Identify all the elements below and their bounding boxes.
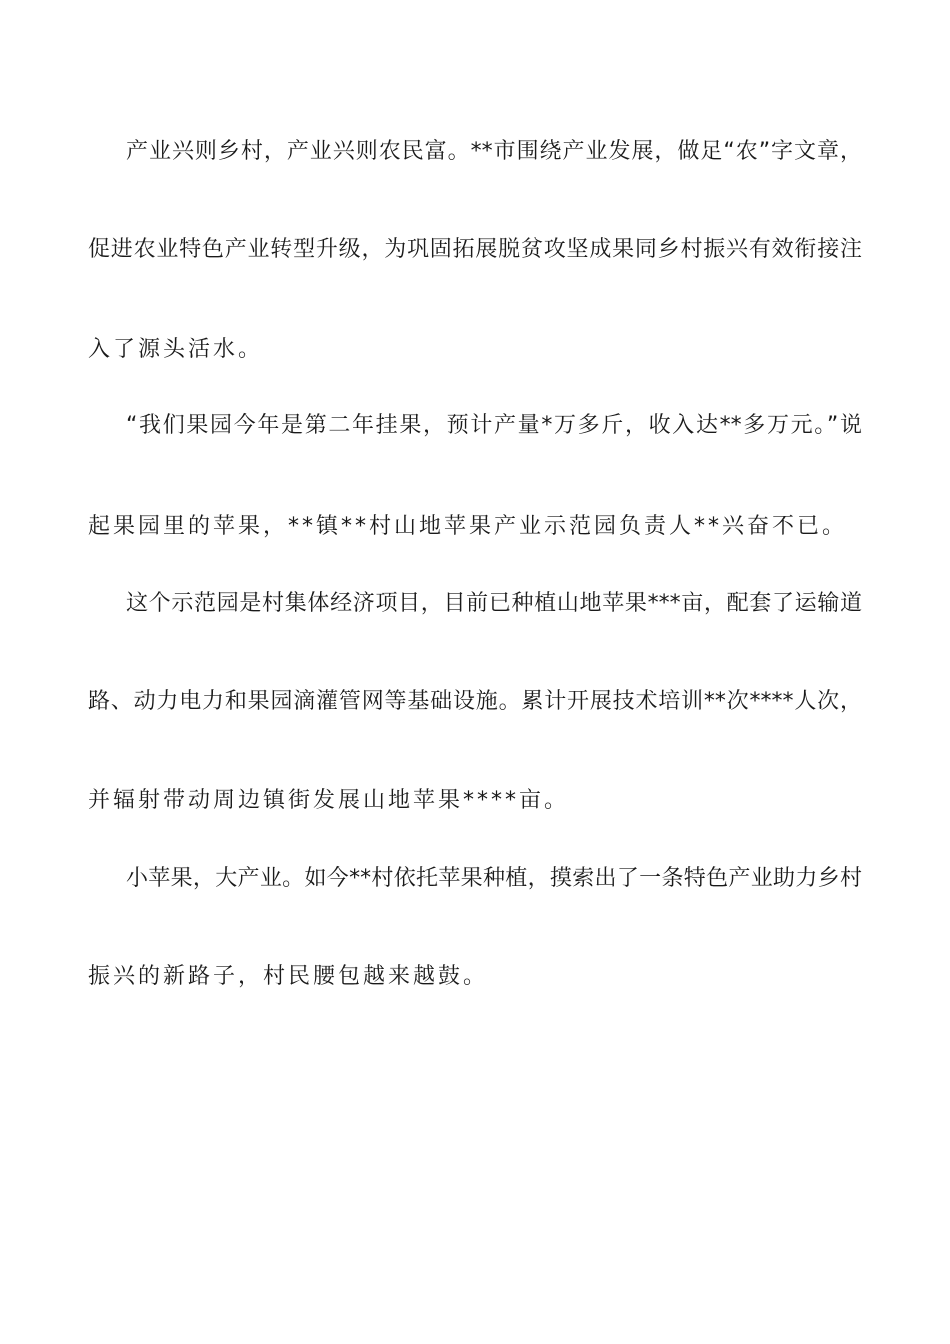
paragraph-3-line-1: 这个示范园是村集体经济项目，目前已种植山地苹果***亩，配套了运输道 (126, 591, 862, 616)
paragraph-4-line-1: 小苹果，大产业。如今**村依托苹果种植，摸索出了一条特色产业助力乡村 (126, 866, 862, 891)
paragraph-1-line-1: 产业兴则乡村，产业兴则农民富。**市围绕产业发展，做足“农”字文章， (126, 139, 862, 164)
paragraph-2-line-2: 起果园里的苹果，**镇**村山地苹果产业示范园负责人**兴奋不已。 (88, 514, 848, 539)
paragraph-3-line-3: 并辐射带动周边镇街发展山地苹果****亩。 (88, 788, 570, 813)
paragraph-2-line-1: “我们果园今年是第二年挂果，预计产量*万多斤，收入达**多万元。”说 (126, 413, 862, 438)
paragraph-3-line-2: 路、动力电力和果园滴灌管网等基础设施。累计开展技术培训**次****人次， (88, 689, 862, 714)
paragraph-1-line-3: 入了源头活水。 (88, 337, 264, 362)
paragraph-4-line-2: 振兴的新路子，村民腰包越来越鼓。 (88, 964, 489, 989)
paragraph-1-line-2: 促进农业特色产业转型升级，为巩固拓展脱贫攻坚成果同乡村振兴有效衔接注 (88, 237, 862, 262)
